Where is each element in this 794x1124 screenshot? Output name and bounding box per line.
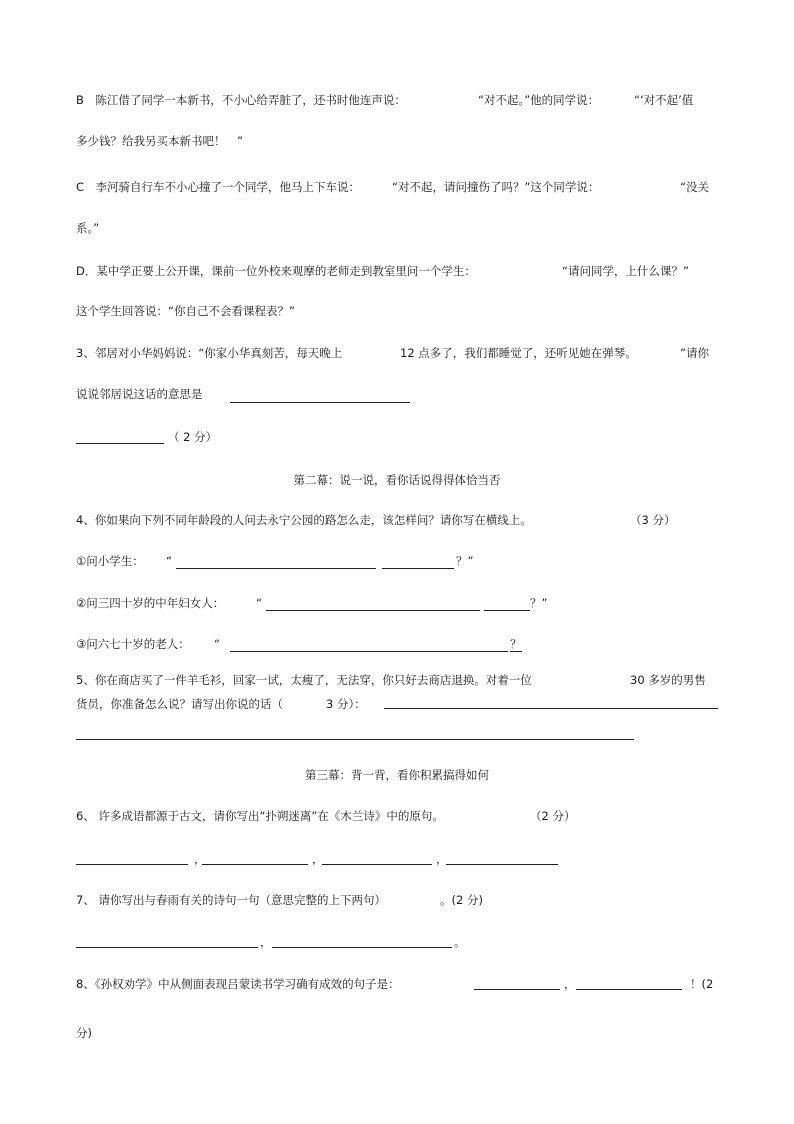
- q3-line1c: ”请你: [680, 346, 709, 360]
- q5-score: 3 分）：: [326, 697, 366, 711]
- q4-item1-end: ？”: [456, 554, 474, 568]
- q7-sep: ，: [260, 935, 272, 949]
- q6-sep-1: ，: [194, 852, 206, 866]
- q8-blank-2[interactable]: [576, 989, 682, 990]
- q4-item2-blank-2[interactable]: [484, 610, 530, 611]
- q6-prompt: 6、 许多成语都源于古文，请你写出“扑朔迷离”在《木兰诗》中的原句。: [76, 809, 444, 823]
- option-b-quote: “‘对不起’值: [634, 93, 694, 107]
- section-2-heading: 第二幕：说一说，看你话说得得体恰当否: [293, 473, 501, 487]
- q4-item1-open-quote: “: [166, 554, 172, 568]
- q3-score: （ 2 分）: [168, 430, 218, 444]
- q4-item3-open-quote: “: [214, 637, 220, 651]
- q7-prompt: 7、 请你写出与春雨有关的诗句一句（意思完整的上下两句）: [76, 893, 386, 907]
- option-c-reply: “对不起，请问撞伤了吗？”这个同学说：: [392, 180, 600, 194]
- q7-score: 。(2 分): [440, 893, 483, 907]
- q4-item3-end: ？: [510, 637, 522, 651]
- q3-line1b: 12 点多了，我们都睡觉了，还听见她在弹琴。: [400, 346, 637, 360]
- q4-score: （3 分）: [630, 513, 676, 527]
- q6-sep-2: ，: [312, 852, 324, 866]
- q3-answer-blank-1[interactable]: [230, 402, 410, 403]
- q5-line1: 5、你在商店买了一件羊毛衫，回家一试，太瘦了，无法穿，你只好去商店退换。对着一位: [76, 673, 532, 687]
- q6-blank-4[interactable]: [446, 864, 558, 865]
- q4-item1-blank-1[interactable]: [176, 568, 376, 569]
- q6-blank-1[interactable]: [76, 864, 188, 865]
- q4-item2-open-quote: “: [256, 596, 262, 610]
- option-c-quote: “没关: [680, 180, 709, 194]
- q5-line2: 货员，你准备怎么说？请写出你说的话（: [76, 697, 283, 711]
- q8-prompt: 8、《孙权劝学》中从侧面表现吕蒙读书学习确有成效的句子是：: [76, 977, 400, 991]
- q8-end: ！(2: [690, 977, 714, 991]
- q4-item3-blank-tail: [510, 651, 522, 652]
- q6-blank-2[interactable]: [202, 864, 308, 865]
- section-3-heading: 第三幕：背一背，看你积累搞得如何: [305, 768, 489, 782]
- q3-answer-blank-2[interactable]: [76, 443, 164, 444]
- q4-prompt: 4、你如果向下列不同年龄段的人问去永宁公园的路怎么走，该怎样问？请你写在横线上。: [76, 513, 532, 527]
- q5-line1b: 30 多岁的男售: [630, 673, 706, 687]
- option-d-line2: 这个学生回答说：“你自己不会看课程表？”: [76, 304, 295, 318]
- q8-blank-1[interactable]: [474, 989, 560, 990]
- q8-tail: 分): [76, 1026, 92, 1040]
- q7-end: 。: [454, 935, 466, 949]
- option-c-line1: C 李河骑自行车不小心撞了一个同学，他马上下车说：: [76, 180, 361, 194]
- option-b-line2: 多少钱？给我另买本新书吧！ ”: [76, 134, 243, 148]
- q7-blank-2[interactable]: [272, 947, 452, 948]
- option-b-line1: [76, 92, 406, 108]
- q4-item1-label: ①问小学生：: [76, 554, 144, 568]
- q4-item1-blank-2[interactable]: [382, 568, 454, 569]
- option-b-reply: “对不起。”他的同学说：: [478, 93, 600, 107]
- q7-blank-1[interactable]: [76, 947, 258, 948]
- q4-item2-label: ②问三四十岁的中年妇女人：: [76, 596, 225, 610]
- option-b-text: B 陈江借了同学一本新书，不小心给弄脏了，还书时他连声说：: [76, 93, 406, 107]
- option-d-line1: D．某中学正要上公开课，课前一位外校来观摩的老师走到教室里问一个学生：: [76, 264, 476, 278]
- option-d-question: “请问同学，上什么课？”: [562, 264, 689, 278]
- q4-item2-end: ？”: [530, 596, 548, 610]
- q5-answer-blank-2[interactable]: [76, 739, 634, 740]
- q6-sep-3: ，: [436, 852, 448, 866]
- q3-line2: 说说邻居说这话的意思是: [76, 387, 203, 401]
- q6-blank-3[interactable]: [322, 864, 432, 865]
- q8-sep: ，: [564, 977, 576, 991]
- q4-item2-blank-1[interactable]: [266, 610, 480, 611]
- q4-item3-blank[interactable]: [230, 651, 508, 652]
- option-c-line2: 系。”: [76, 221, 100, 235]
- q3-line1: 3、邻居对小华妈妈说：“你家小华真刻苦，每天晚上: [76, 346, 343, 360]
- q6-score: （2 分）: [530, 809, 576, 823]
- q5-answer-blank-1[interactable]: [384, 708, 718, 709]
- q4-item3-label: ③问六七十岁的老人：: [76, 637, 190, 651]
